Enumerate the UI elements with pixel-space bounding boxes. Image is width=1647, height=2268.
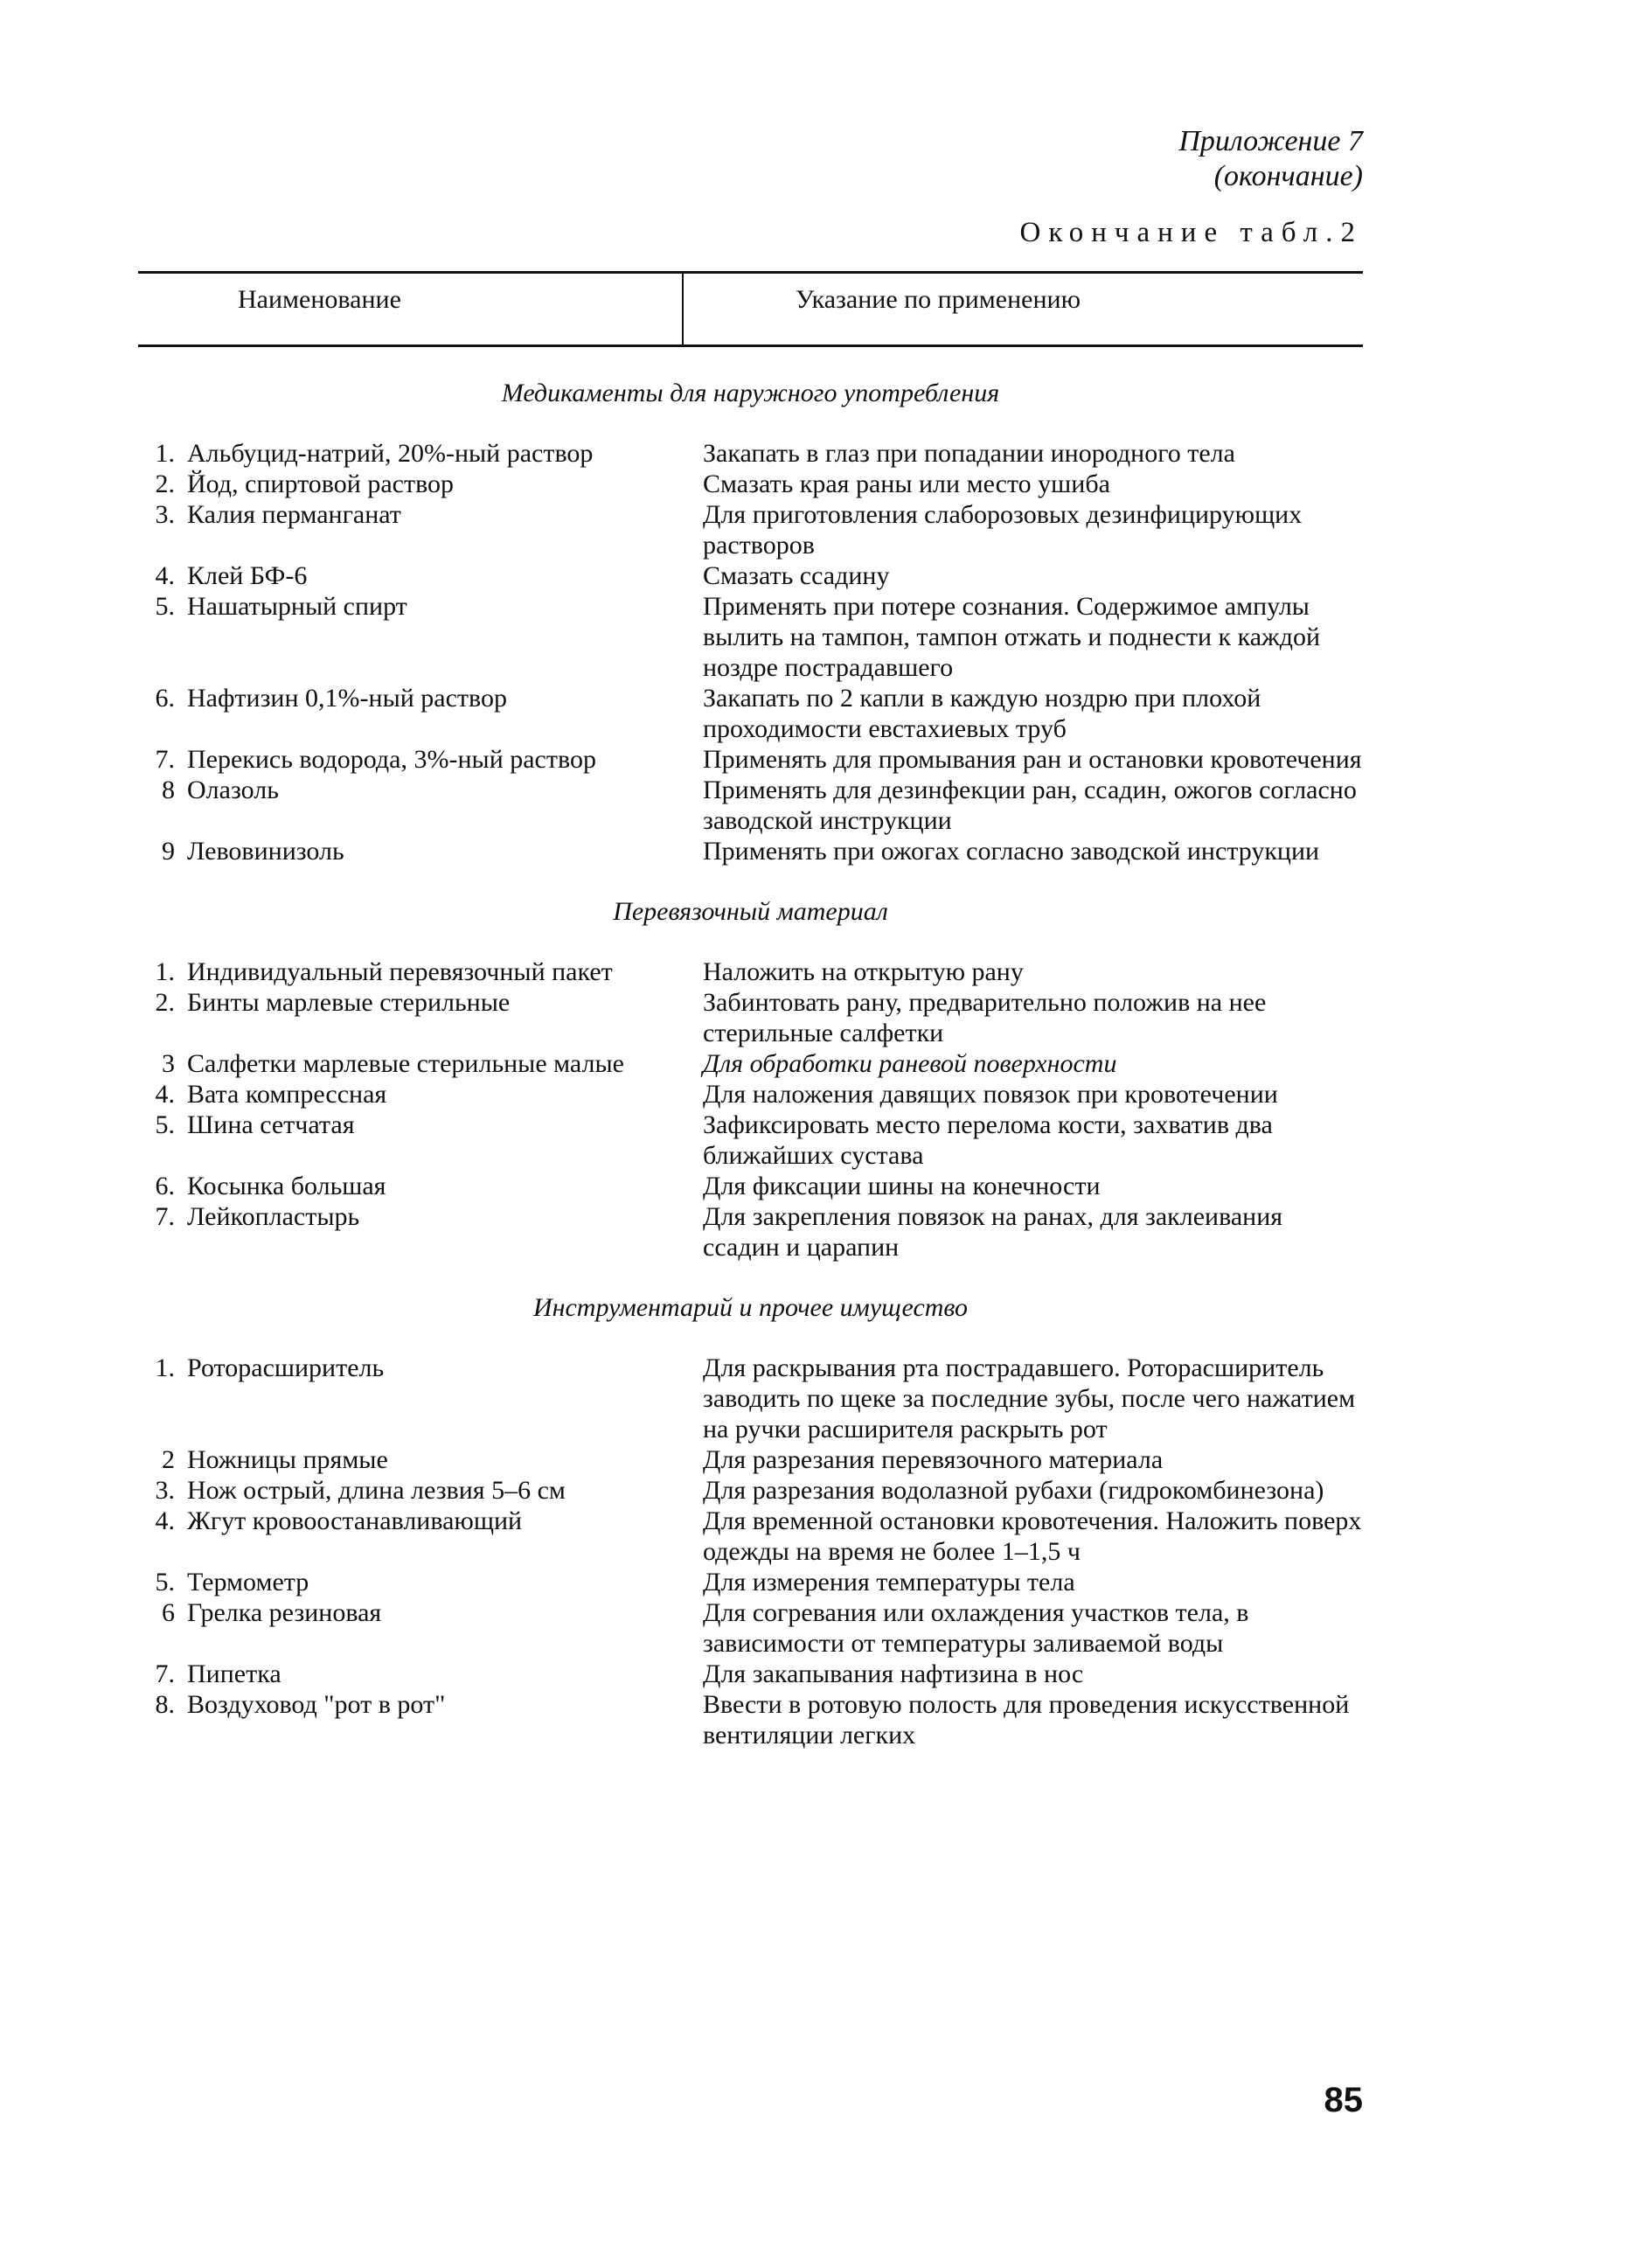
item-instruction: Для раскрывания рта пострадавшего. Роторасширитель заводить по щеке за последние зубы, после чего нажатием на ручки расширителя раскрыть рот (703, 1353, 1356, 1444)
row-number: 2. (155, 988, 175, 1017)
row-number: 6. (155, 1172, 175, 1200)
page-number: 85 (1324, 2081, 1363, 2119)
section-title: Инструментарий и прочее имущество (532, 1293, 969, 1322)
row-number: 7. (155, 745, 175, 774)
row-number: 9 (162, 837, 175, 866)
item-instruction: Для временной остановки кровотечения. Наложить поверх одежды на время не более 1–1,5 ч (703, 1506, 1362, 1566)
item-name: Ножницы прямые (187, 1445, 388, 1474)
row-number: 1. (155, 1353, 175, 1382)
table-row (138, 1689, 1363, 1750)
item-instruction: Ввести в ротовую полость для проведения искусственной вентиляции легких (703, 1690, 1350, 1750)
item-name: Калия перманганат (187, 500, 401, 529)
section-instruments (138, 1292, 1363, 1750)
item-instruction: Смазать края раны или место ушиба (703, 470, 1110, 498)
item-instruction: Применять для дезинфекции ран, ссадин, ожогов согласно заводской инструкции (703, 776, 1357, 835)
item-name: Олазоль (187, 776, 279, 804)
item-instruction: Наложить на открытую рану (703, 957, 1024, 986)
row-number: 7. (155, 1202, 175, 1231)
item-name: Бинты марлевые стерильные (187, 988, 511, 1017)
item-name: Косынка большая (187, 1172, 386, 1200)
row-number: 8 (162, 776, 175, 804)
row-number: 3. (155, 1476, 175, 1505)
item-instruction: Применять при ожогах согласно заводской инструкции (703, 837, 1320, 866)
item-instruction: Забинтовать рану, предварительно положив на нее стерильные салфетки (703, 988, 1267, 1047)
item-instruction: Для обработки раневой поверхности (703, 1049, 1117, 1078)
item-name: Вата компрессная (187, 1080, 387, 1109)
item-instruction: Зафиксировать место перелома кости, захватив два ближайших сустава (703, 1110, 1273, 1170)
table-row (138, 775, 1363, 836)
item-name: Термометр (187, 1568, 309, 1597)
table-top-rule (138, 271, 1363, 274)
table-row (138, 1444, 1363, 1475)
row-number: 6. (155, 684, 175, 713)
item-name: Воздуховод "рот в рот" (187, 1690, 446, 1719)
item-instruction: Для разрезания водолазной рубахи (гидрокомбинезона) (703, 1476, 1324, 1505)
appendix-label (1178, 124, 1363, 194)
row-number: 4. (155, 1506, 175, 1535)
item-name: Индивидуальный перевязочный пакет (187, 957, 613, 986)
table-row (138, 744, 1363, 775)
table-row (138, 836, 1363, 866)
table-row (138, 560, 1363, 591)
item-instruction: Для измерения температуры тела (703, 1568, 1075, 1597)
table-row (138, 957, 1363, 987)
table-row (138, 1079, 1363, 1110)
item-instruction: Для фиксации шины на конечности (703, 1172, 1101, 1200)
item-name: Роторасширитель (187, 1353, 385, 1382)
row-number: 6 (162, 1598, 175, 1627)
appendix-number: Приложение 7 (1178, 125, 1363, 157)
item-name: Грелка резиновая (187, 1598, 382, 1627)
table-body (138, 378, 1363, 1750)
item-name: Нафтизин 0,1%-ный раствор (187, 684, 507, 713)
item-instruction: Для закапывания нафтизина в нос (703, 1659, 1084, 1688)
column-header-instructions: Указание по применению (796, 285, 1081, 314)
row-number: 8. (155, 1690, 175, 1719)
table-row (138, 1659, 1363, 1689)
table-row (138, 987, 1363, 1048)
item-name: Шина сетчатая (187, 1110, 355, 1139)
table-row (138, 1171, 1363, 1201)
row-number: 7. (155, 1659, 175, 1688)
item-instruction: Для согревания или охлаждения участков тела, в зависимости от температуры заливаемой воды (703, 1598, 1249, 1658)
item-name: Лейкопластырь (187, 1202, 360, 1231)
row-number: 2. (155, 470, 175, 498)
item-instruction: Для наложения давящих повязок при кровотечении (703, 1080, 1278, 1109)
item-name: Нож острый, длина лезвия 5–6 см (187, 1476, 566, 1505)
item-instruction: Применять при потере сознания. Содержимое ампулы вылить на тампон, тампон отжать и поднести к каждой ноздре пострадавшего (703, 592, 1321, 682)
table-row (138, 1475, 1363, 1506)
table-row (138, 1110, 1363, 1171)
column-header-name: Наименование (238, 285, 401, 314)
table-row (138, 1506, 1363, 1567)
item-name: Клей БФ-6 (187, 561, 308, 590)
row-number: 2 (162, 1445, 175, 1474)
table-row (138, 1201, 1363, 1263)
item-name: Левовинизоль (187, 837, 344, 866)
row-number: 1. (155, 439, 175, 468)
table-row (138, 1567, 1363, 1597)
table-row (138, 469, 1363, 499)
item-instruction: Для закрепления повязок на ранах, для заклеивания ссадин и царапин (703, 1202, 1283, 1262)
header-column-divider (682, 271, 684, 347)
table-row (138, 591, 1363, 683)
item-instruction: Для приготовления слаборозовых дезинфицирующих растворов (703, 500, 1303, 560)
table-row (138, 499, 1363, 560)
row-number: 4. (155, 561, 175, 590)
item-instruction: Применять для промывания ран и остановки кровотечения (703, 745, 1362, 774)
item-instruction: Закапать по 2 капли в каждую ноздрю при плохой проходимости евстахиевых труб (703, 684, 1261, 743)
appendix-suffix: (окончание) (1213, 160, 1363, 192)
section-title: Перевязочный материал (613, 897, 888, 926)
table-row (138, 1353, 1363, 1444)
item-instruction: Закапать в глаз при попадании инородного тела (703, 439, 1235, 468)
section-medications (138, 378, 1363, 866)
row-number: 5. (155, 1568, 175, 1597)
section-title: Медикаменты для наружного употребления (501, 379, 1000, 407)
row-number: 3. (155, 500, 175, 529)
item-name: Салфетки марлевые стерильные малые (187, 1049, 624, 1078)
row-number: 5. (155, 1110, 175, 1139)
row-number: 4. (155, 1080, 175, 1109)
item-name: Йод, спиртовой раствор (187, 470, 455, 498)
table-row (138, 683, 1363, 744)
table-row (138, 1048, 1363, 1079)
item-instruction: Смазать ссадину (703, 561, 890, 590)
item-name: Пипетка (187, 1659, 281, 1688)
row-number: 5. (155, 592, 175, 621)
row-number: 3 (162, 1049, 175, 1078)
item-name: Альбуцид-натрий, 20%-ный раствор (187, 439, 594, 468)
item-instruction: Для разрезания перевязочного материала (703, 1445, 1164, 1474)
item-name: Нашатырный спирт (187, 592, 407, 621)
item-name: Жгут кровоостанавливающий (187, 1506, 523, 1535)
item-name: Перекись водорода, 3%-ный раствор (187, 745, 596, 774)
table-caption: Окончание табл.2 (1019, 217, 1363, 248)
table-header-rule (138, 344, 1363, 347)
section-dressings (138, 896, 1363, 1263)
row-number: 1. (155, 957, 175, 986)
table-row (138, 1597, 1363, 1659)
table-row (138, 438, 1363, 469)
